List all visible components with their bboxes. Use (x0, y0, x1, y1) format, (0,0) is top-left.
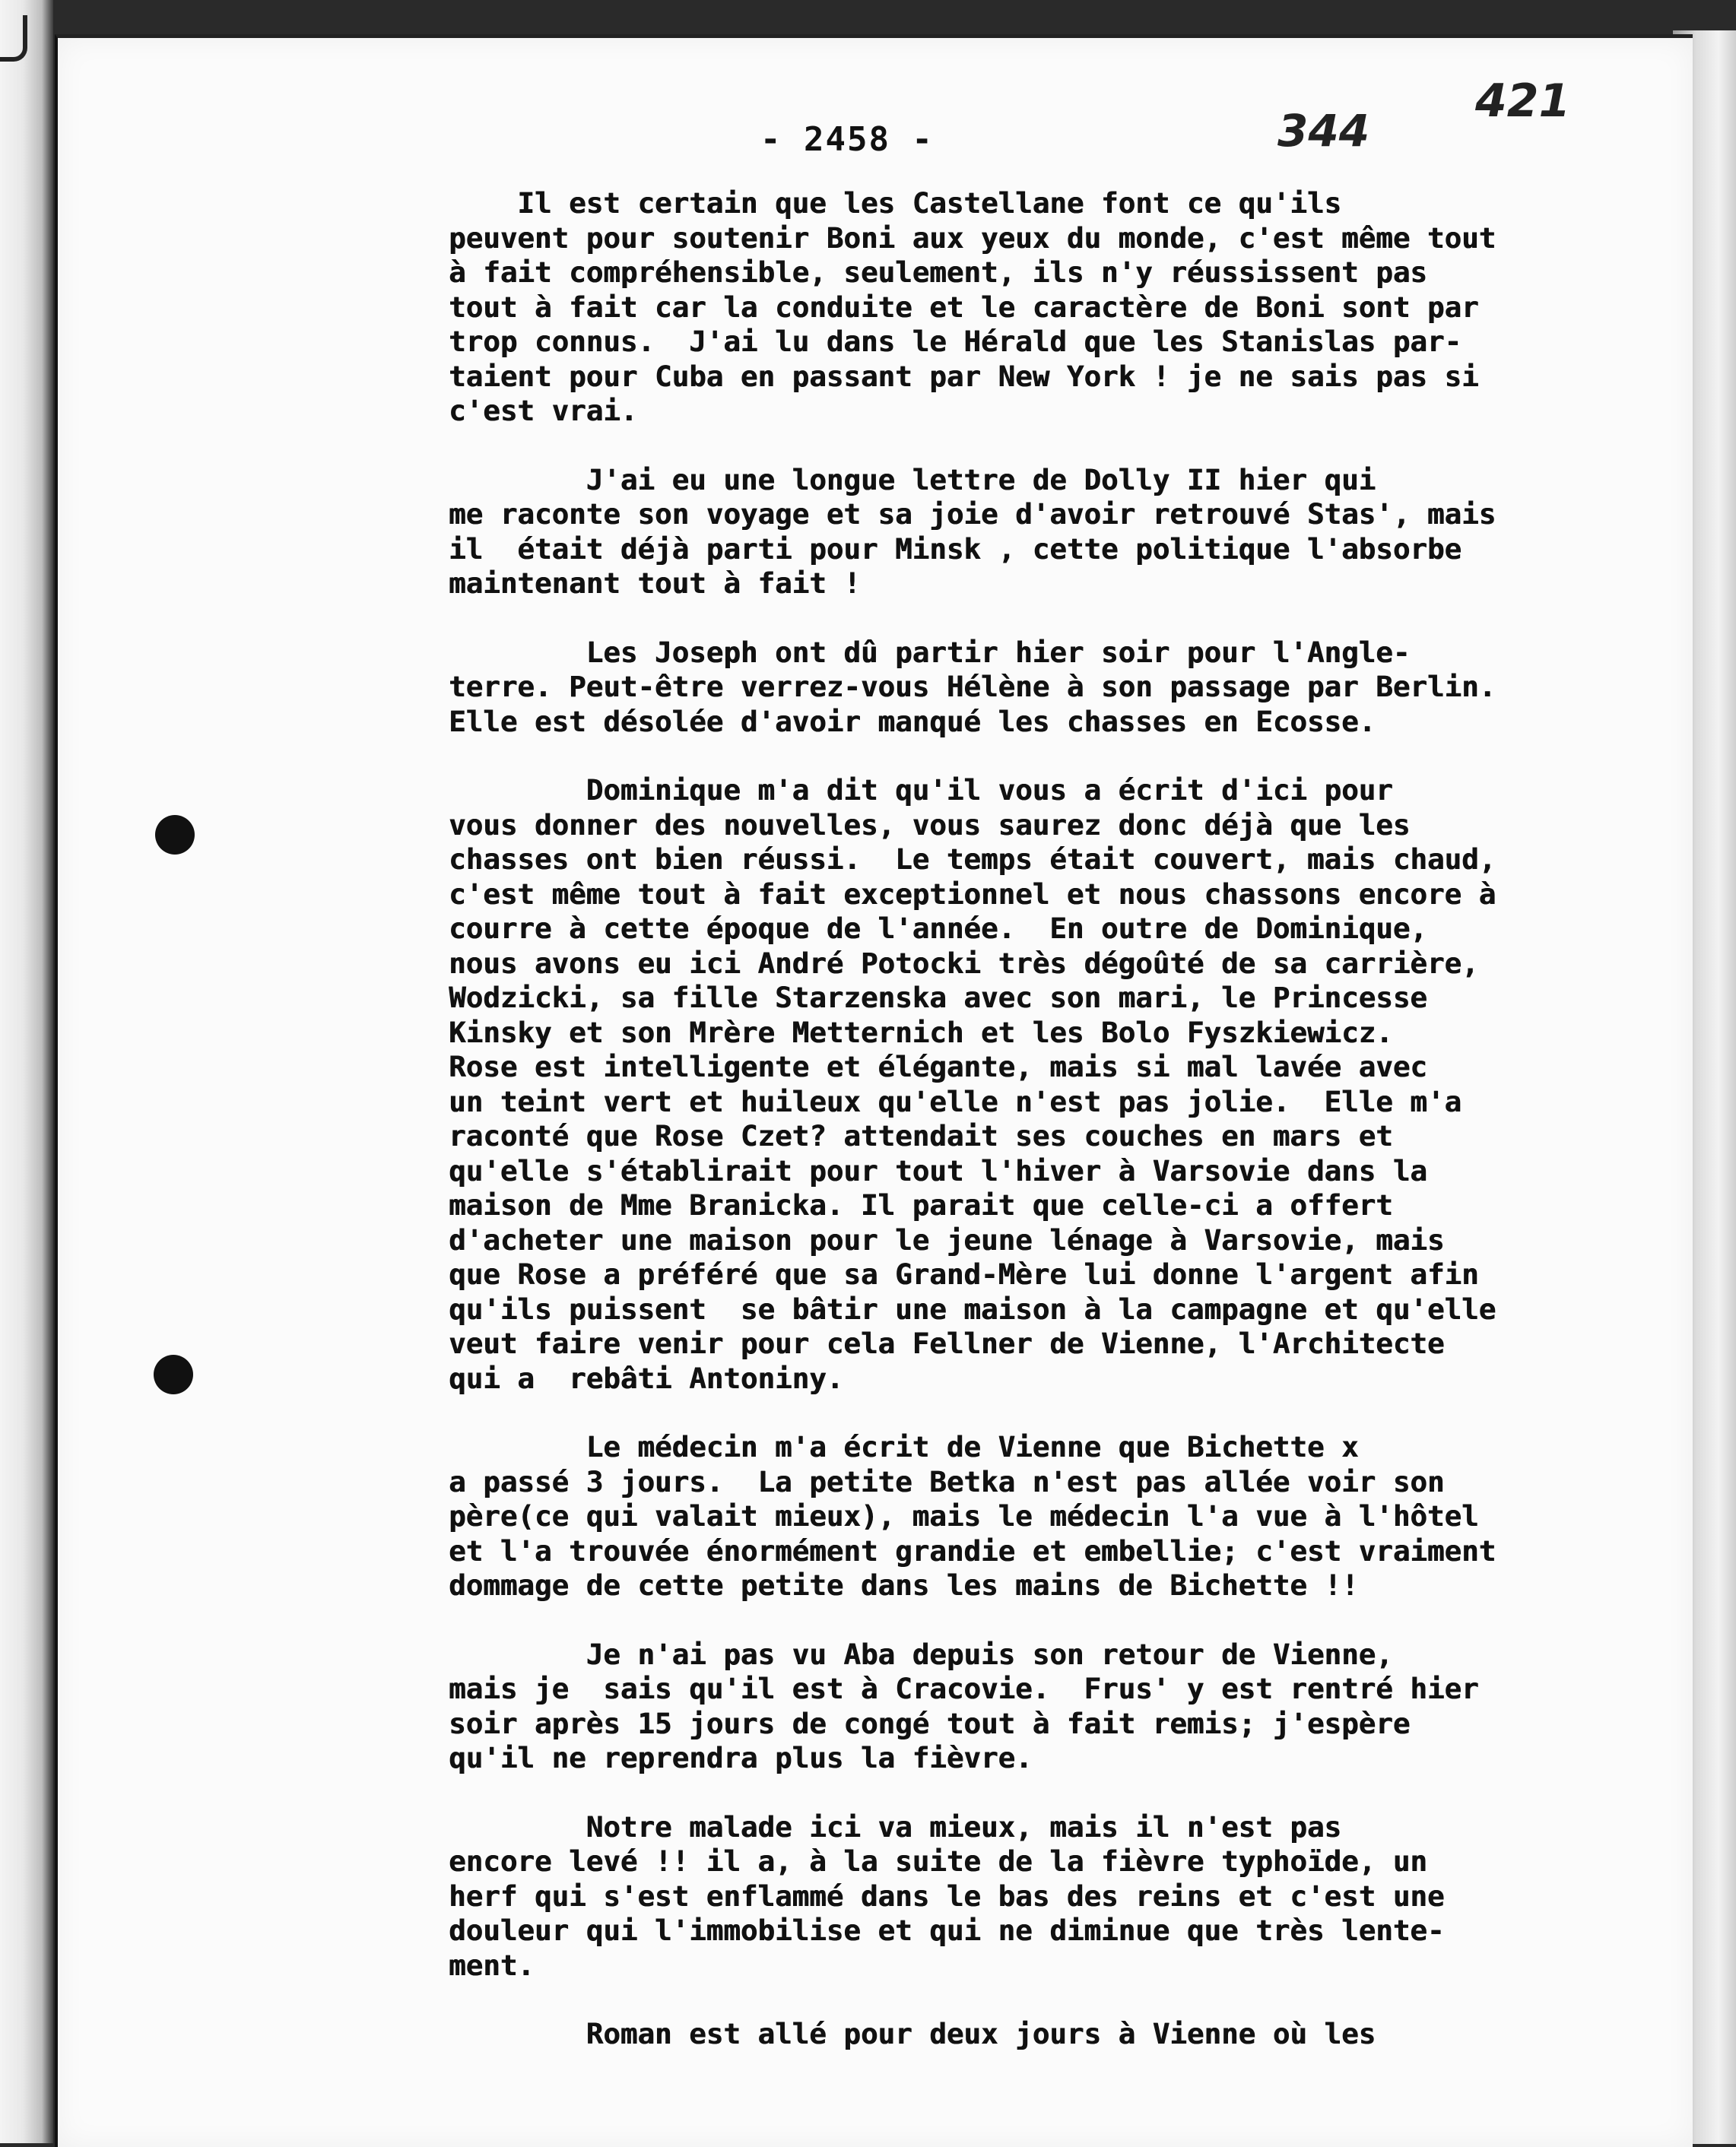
text-line: qu'elle s'établirait pour tout l'hiver à Varsovie dans la (449, 1153, 1427, 1188)
text-line: Dominique m'a dit qu'il vous a écrit d'ici pour (449, 773, 1393, 807)
text-line: Rose est intelligente et élégante, mais si mal lavée avec (449, 1050, 1427, 1083)
text-line: tout à fait car la conduite et le caractère de Boni sont par (449, 290, 1479, 324)
paragraph (449, 2017, 1635, 2052)
text-line: c'est même tout à fait exceptionnel et nous chassons encore à (449, 877, 1496, 911)
paragraph (449, 463, 1635, 601)
text-line: veut faire venir pour cela Fellner de Vienne, l'Architecte (449, 1327, 1445, 1360)
text-line: ment. (449, 1948, 535, 1982)
text-line: Je n'ai pas vu Aba depuis son retour de Vienne, (449, 1637, 1393, 1671)
binder-clip (0, 15, 27, 62)
text-line: qu'ils puissent se bâtir une maison à la campagne et qu'elle (449, 1292, 1496, 1326)
letter-body (449, 186, 1635, 2052)
text-line: J'ai eu une longue lettre de Dolly II hier qui (449, 462, 1376, 496)
paragraph (449, 773, 1635, 1396)
text-line: à fait compréhensible, seulement, ils n'y réussissent pas (449, 255, 1427, 289)
text-line: Elle est désolée d'avoir manqué les chasses en Ecosse. (449, 704, 1376, 738)
text-line: Kinsky et son Mrère Metternich et les Bolo Fyszkiewicz. (449, 1015, 1393, 1049)
binder-strip (0, 0, 53, 2143)
text-line: Notre malade ici va mieux, mais il n'est pas (449, 1809, 1341, 1844)
handwritten-archive-number: 421 (1475, 75, 1571, 128)
paragraph (449, 1638, 1635, 1776)
paragraph (449, 1430, 1635, 1603)
text-line: raconté que Rose Czet? attendait ses couches en mars et (449, 1119, 1393, 1153)
text-line: herf qui s'est enflammé dans le bas des reins et c'est une (449, 1879, 1445, 1913)
paragraph (449, 186, 1635, 429)
paragraph (449, 1810, 1635, 1984)
text-line: courre à cette époque de l'année. En outre de Dominique, (449, 912, 1427, 945)
handwritten-folio-number: 344 (1277, 105, 1370, 157)
page-number: - 2458 - (760, 120, 934, 159)
paragraph (449, 636, 1635, 740)
text-line: dommage de cette petite dans les mains de Bichette !! (449, 1568, 1359, 1602)
text-line: et l'a trouvée énormément grandie et embellie; c'est vraiment (449, 1533, 1496, 1568)
punch-hole (154, 1355, 193, 1394)
text-line: peuvent pour soutenir Boni aux yeux du monde, c'est même tout (449, 220, 1496, 255)
text-line: Wodzicki, sa fille Starzenska avec son mari, le Princesse (449, 981, 1427, 1014)
text-line: Les Joseph ont dû partir hier soir pour l'Angle- (449, 635, 1411, 669)
text-line: mais je sais qu'il est à Cracovie. Frus' y est rentré hier (449, 1672, 1479, 1705)
text-line: trop connus. J'ai lu dans le Hérald que les Stanislas par- (449, 325, 1462, 358)
text-line: soir après 15 jours de congé tout à fait remis; j'espère (449, 1706, 1411, 1740)
text-line: maison de Mme Branicka. Il parait que celle-ci a offert (449, 1188, 1393, 1222)
text-line: c'est vrai. (449, 394, 638, 427)
text-line: d'acheter une maison pour le jeune lénage à Varsovie, mais (449, 1223, 1445, 1257)
text-line: nous avons eu ici André Potocki très dégoûté de sa carrière, (449, 946, 1479, 980)
text-line: qu'il ne reprendra plus la fièvre. (449, 1741, 1033, 1774)
text-line: Le médecin m'a écrit de Vienne que Bichette x (449, 1430, 1359, 1464)
text-line: Roman est allé pour deux jours à Vienne où les (449, 2017, 1376, 2050)
text-line: que Rose a préféré que sa Grand-Mère lui donne l'argent afin (449, 1257, 1479, 1291)
text-line: Il est certain que les Castellane font ce qu'ils (449, 186, 1341, 220)
text-line: terre. Peut-être verrez-vous Hélène à son passage par Berlin. (449, 670, 1496, 703)
text-line: père(ce qui valait mieux), mais le médecin l'a vue à l'hôtel (449, 1499, 1479, 1533)
text-line: chasses ont bien réussi. Le temps était couvert, mais chaud, (449, 842, 1496, 876)
text-line: un teint vert et huileux qu'elle n'est pas jolie. Elle m'a (449, 1084, 1462, 1118)
punch-hole (155, 815, 195, 855)
text-line: douleur qui l'immobilise et qui ne diminue que très lente- (449, 1914, 1445, 1947)
text-line: vous donner des nouvelles, vous saurez donc déjà que les (449, 807, 1411, 842)
text-line: me raconte son voyage et sa joie d'avoir retrouvé Stas', mais (449, 497, 1496, 531)
text-line: qui a rebâti Antoniny. (449, 1361, 844, 1395)
text-line: il était déjà parti pour Minsk , cette politique l'absorbe (449, 531, 1462, 566)
text-line: encore levé !! il a, à la suite de la fièvre typhoïde, un (449, 1844, 1427, 1878)
text-line: taient pour Cuba en passant par New York ! je ne sais pas si (449, 359, 1479, 393)
text-line: maintenant tout à fait ! (449, 566, 861, 600)
text-line: a passé 3 jours. La petite Betka n'est pas allée voir son (449, 1464, 1445, 1498)
